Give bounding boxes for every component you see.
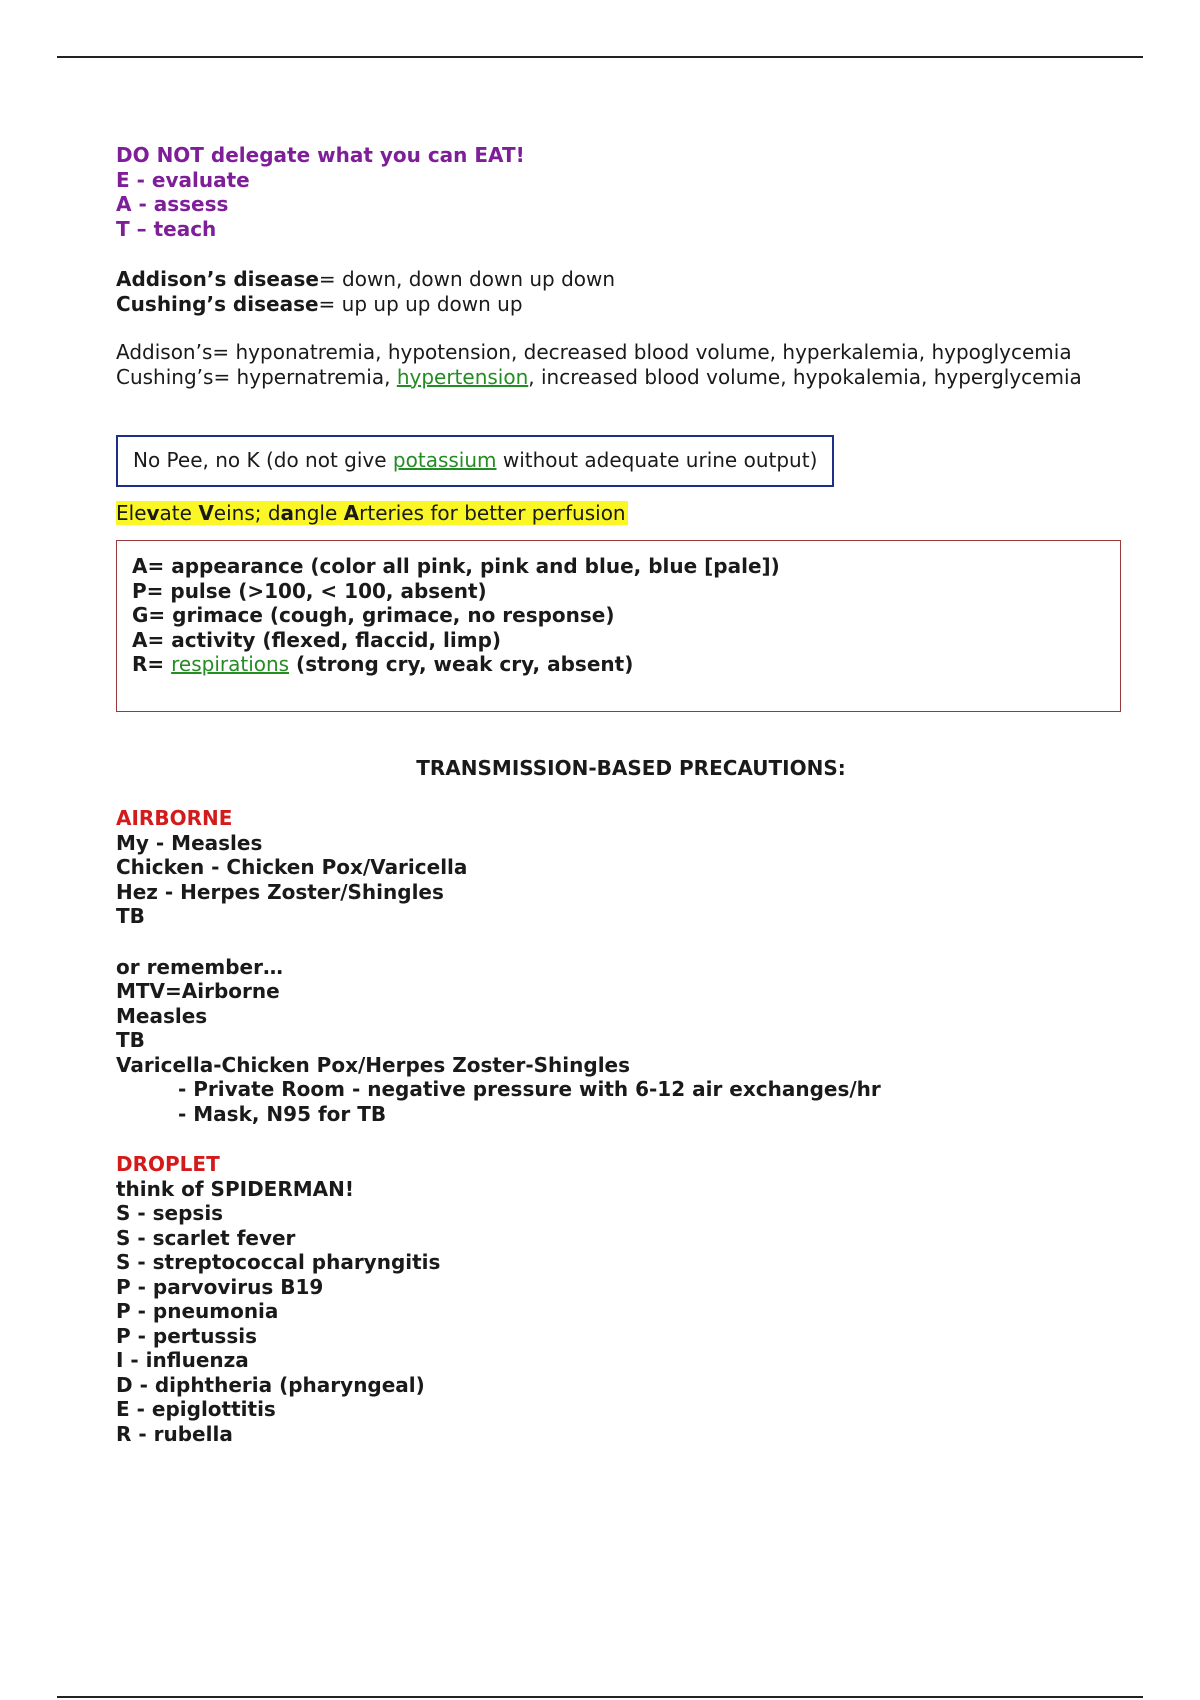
disease-pattern: = up up up down up — [318, 291, 523, 316]
airborne-note: - Private Room - negative pressure with 6-12 air exchanges/hr — [178, 1077, 881, 1101]
disease-summary — [116, 267, 1126, 316]
airborne-alt-item: or remember… — [116, 954, 283, 979]
perfusion-bold: v — [146, 500, 160, 525]
droplet-item: S - streptococcal pharyngitis — [116, 1250, 441, 1274]
disease-pattern: = down, down down up down — [318, 267, 616, 291]
perfusion-text: ate — [159, 500, 199, 525]
airborne-item: Hez - Herpes Zoster/Shingles — [116, 879, 444, 904]
cushing-summary — [116, 292, 1126, 317]
document-body — [116, 143, 1126, 1446]
airborne-section — [116, 806, 1126, 1126]
hypertension-link[interactable]: hypertension — [396, 364, 529, 389]
apgar-prefix: R= — [132, 652, 172, 676]
perfusion-bold: A — [343, 500, 360, 525]
droplet-section — [116, 1152, 1126, 1446]
eat-item: T – teach — [116, 216, 217, 241]
airborne-heading: AIRBORNE — [116, 806, 233, 830]
droplet-item: P - parvovirus B19 — [116, 1274, 324, 1299]
apgar-line: A= activity (flexed, flaccid, limp) — [132, 627, 502, 652]
cushing-detail-prefix: Cushing’s= hypernatremia, — [116, 364, 397, 389]
cushing-detail-suffix: , increased blood volume, hypokalemia, hyperglycemia — [528, 364, 1082, 389]
perfusion-text: ngle — [294, 500, 344, 525]
cushing-detail — [116, 365, 1126, 390]
top-rule — [57, 56, 1143, 58]
addison-summary — [116, 267, 1126, 292]
eat-item: E - evaluate — [116, 167, 250, 192]
airborne-note: - Mask, N95 for TB — [178, 1101, 387, 1126]
airborne-alt-item: Measles — [116, 1003, 208, 1028]
perfusion-text: eins; d — [213, 500, 281, 525]
precautions-title: TRANSMISSION-BASED PRECAUTIONS: — [416, 755, 846, 780]
potassium-suffix: without adequate urine output) — [496, 448, 818, 472]
droplet-item: I - influenza — [116, 1348, 249, 1372]
airborne-item: My - Measles — [116, 830, 263, 855]
droplet-item: S - sepsis — [116, 1201, 224, 1225]
droplet-item: D - diphtheria (pharyngeal) — [116, 1372, 425, 1397]
airborne-item: Chicken - Chicken Pox/Varicella — [116, 855, 468, 879]
droplet-item: E - epiglottitis — [116, 1397, 276, 1421]
airborne-alt-item: Varicella-Chicken Pox/Herpes Zoster-Shingles — [116, 1052, 631, 1077]
droplet-item: P - pertussis — [116, 1323, 257, 1348]
eat-title: DO NOT delegate what you can EAT! — [116, 143, 525, 167]
droplet-item: S - scarlet fever — [116, 1225, 296, 1250]
droplet-intro: think of SPIDERMAN! — [116, 1176, 354, 1201]
respirations-link[interactable]: respirations — [171, 652, 290, 676]
droplet-heading: DROPLET — [116, 1152, 220, 1176]
apgar-line: A= appearance (color all pink, pink and blue, blue [pale]) — [132, 554, 780, 578]
perfusion-bold: a — [280, 500, 295, 525]
droplet-item: R - rubella — [116, 1421, 233, 1446]
airborne-alt-item: TB — [116, 1028, 145, 1052]
potassium-box — [116, 435, 834, 487]
eat-item: A - assess — [116, 192, 229, 216]
perfusion-bold: V — [198, 500, 214, 525]
apgar-suffix: (strong cry, weak cry, absent) — [289, 652, 634, 676]
apgar-line: G= grimace (cough, grimace, no response) — [132, 603, 615, 627]
apgar-line: P= pulse (>100, < 100, absent) — [132, 578, 487, 603]
disease-name: Cushing’s disease — [116, 291, 319, 316]
airborne-item: TB — [116, 904, 145, 928]
airborne-alt-item: MTV=Airborne — [116, 979, 280, 1003]
potassium-link[interactable]: potassium — [392, 448, 497, 472]
perfusion-text: rteries for better perfusion — [359, 500, 626, 525]
droplet-item: P - pneumonia — [116, 1299, 279, 1323]
eat-section — [116, 143, 1126, 241]
potassium-prefix: No Pee, no K (do not give — [133, 448, 393, 472]
apgar-box — [116, 540, 1121, 712]
bottom-rule — [57, 1696, 1143, 1698]
perfusion-line — [116, 501, 1126, 526]
apgar-line — [132, 652, 1105, 677]
perfusion-highlight — [116, 501, 628, 526]
perfusion-text: Ele — [116, 500, 147, 525]
disease-detail — [116, 340, 1126, 389]
addison-detail: Addison’s= hyponatremia, hypotension, decreased blood volume, hyperkalemia, hypoglycemia — [116, 340, 1072, 364]
disease-name: Addison’s disease — [116, 267, 319, 291]
